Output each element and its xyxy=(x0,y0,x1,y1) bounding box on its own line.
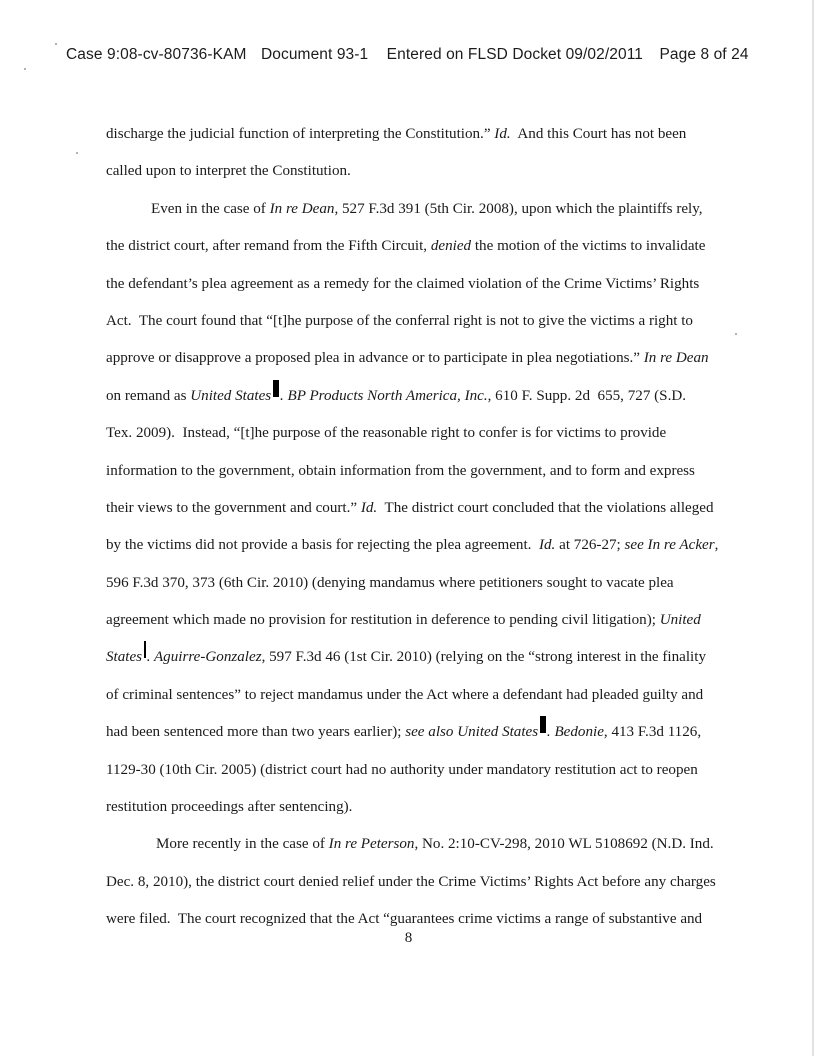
document-body xyxy=(106,118,719,941)
text-segment: approve or disapprove a proposed plea in advance or to participate in plea negotiations.” xyxy=(106,350,644,367)
text-segment: on remand as xyxy=(106,387,191,404)
text-segment: at 726-27; xyxy=(555,537,625,554)
text-segment: More recently in the case of xyxy=(156,836,329,853)
text-line xyxy=(106,118,706,155)
scan-edge xyxy=(812,0,814,1056)
text-line xyxy=(106,380,706,417)
text-segment: And this Court has not been xyxy=(510,126,687,142)
case-name: States xyxy=(106,649,143,666)
case-name: . BP Products North America, Inc. xyxy=(279,387,488,404)
text-segment: their views to the government and court.” xyxy=(106,499,361,516)
text-line xyxy=(106,716,706,753)
text-line xyxy=(106,567,706,604)
header-page-count: Page 8 of 24 xyxy=(659,46,749,63)
text-segment: called upon to interpret the Constitution. xyxy=(106,163,351,180)
emphasis: denied xyxy=(430,238,472,255)
text-segment: Dec. 8, 2010), the district court denied relief under the Crime Victims’ Rights Act before any charges xyxy=(106,873,716,890)
case-name: In re Dean xyxy=(269,200,335,217)
case-name: United States xyxy=(190,387,272,404)
text-segment: The district court concluded that the violations alleged xyxy=(377,499,714,516)
redaction-bar xyxy=(144,641,146,658)
text-segment: were filed. The court recognized that the Act “guarantees crime victims a range of substantive and xyxy=(106,911,703,928)
citation-id: Id. xyxy=(538,537,556,554)
text-line xyxy=(106,828,714,865)
text-segment: , 610 F. Supp. 2d 655, 727 (S.D. xyxy=(487,387,687,404)
case-name: see also United States xyxy=(405,724,539,741)
text-line xyxy=(106,754,706,791)
text-segment: , 413 F.3d 1126, xyxy=(603,724,702,741)
text-line xyxy=(106,791,706,828)
text-segment: Tex. 2009). Instead, “[t]he purpose of the reasonable right to confer is for victims to provide xyxy=(106,425,667,442)
text-segment: the motion of the victims to invalidate xyxy=(471,238,706,255)
text-line xyxy=(106,641,706,678)
text-segment: discharge the judicial function of interpreting the Constitution.” xyxy=(106,126,495,142)
text-line xyxy=(106,679,706,716)
text-line xyxy=(106,155,706,192)
redaction-bar xyxy=(273,380,279,397)
header-case-number: Case 9:08-cv-80736-KAM xyxy=(66,46,247,63)
text-line xyxy=(106,268,706,305)
text-segment: information to the government, obtain information from the government, and to form and express xyxy=(106,462,695,479)
case-name: In re Peterson xyxy=(328,836,415,853)
case-name: . Bedonie xyxy=(546,724,604,741)
text-segment: the defendant’s plea agreement as a remedy for the claimed violation of the Crime Victims’ Rights xyxy=(106,275,700,292)
page-number: 8 xyxy=(404,930,413,946)
case-name: United xyxy=(659,612,701,629)
text-segment: , xyxy=(714,537,719,554)
citation-id: Id. xyxy=(494,126,511,142)
case-name: . Aguirre-Gonzalez xyxy=(146,649,262,666)
header-entered-date: Entered on FLSD Docket 09/02/2011 xyxy=(386,46,644,63)
scan-speck xyxy=(76,152,78,154)
text-segment: agreement which made no provision for restitution in deference to pending civil litigation); xyxy=(106,612,660,629)
text-segment: by the victims did not provide a basis for rejecting the plea agreement. xyxy=(106,537,539,554)
text-line xyxy=(106,230,706,267)
text-line xyxy=(106,417,706,454)
text-segment: Act. The court found that “[t]he purpose of the conferral right is not to give the victims a right to xyxy=(106,312,693,329)
scan-speck xyxy=(24,68,26,70)
text-segment: the district court, after remand from the Fifth Circuit, xyxy=(106,238,431,255)
text-segment: , No. 2:10-CV-298, 2010 WL 5108692 (N.D. Ind. xyxy=(414,836,714,853)
text-line xyxy=(106,342,709,379)
text-segment: Even in the case of xyxy=(151,200,270,217)
text-line xyxy=(106,604,706,641)
text-segment: , 597 F.3d 46 (1st Cir. 2010) (relying on the “strong interest in the finality xyxy=(261,649,706,666)
text-line xyxy=(106,529,719,566)
redaction-bar xyxy=(540,716,546,733)
text-line xyxy=(106,193,706,230)
header-document-number: Document 93-1 xyxy=(260,46,369,63)
text-line xyxy=(106,305,706,342)
text-line xyxy=(106,492,714,529)
text-segment: , 527 F.3d 391 (5th Cir. 2008), upon which the plaintiffs rely, xyxy=(334,200,703,217)
scan-speck xyxy=(55,43,57,45)
text-segment: 1129-30 (10th Cir. 2005) (district court had no authority under mandatory restitution act to reopen xyxy=(106,761,698,778)
text-segment: restitution proceedings after sentencing). xyxy=(106,799,353,816)
text-line xyxy=(106,866,716,903)
text-segment: of criminal sentences” to reject mandamus under the Act where a defendant had pleaded guilty and xyxy=(106,686,704,703)
text-segment: had been sentenced more than two years earlier); xyxy=(106,724,406,741)
scan-speck xyxy=(735,333,737,335)
text-line xyxy=(106,455,706,492)
docket-header xyxy=(66,46,749,64)
case-name: In re Dean xyxy=(643,350,709,367)
citation-id: Id. xyxy=(360,499,378,516)
text-segment: 596 F.3d 370, 373 (6th Cir. 2010) (denying mandamus where petitioners sought to vacate plea xyxy=(106,574,674,591)
case-name: see In re Acker xyxy=(624,537,715,554)
